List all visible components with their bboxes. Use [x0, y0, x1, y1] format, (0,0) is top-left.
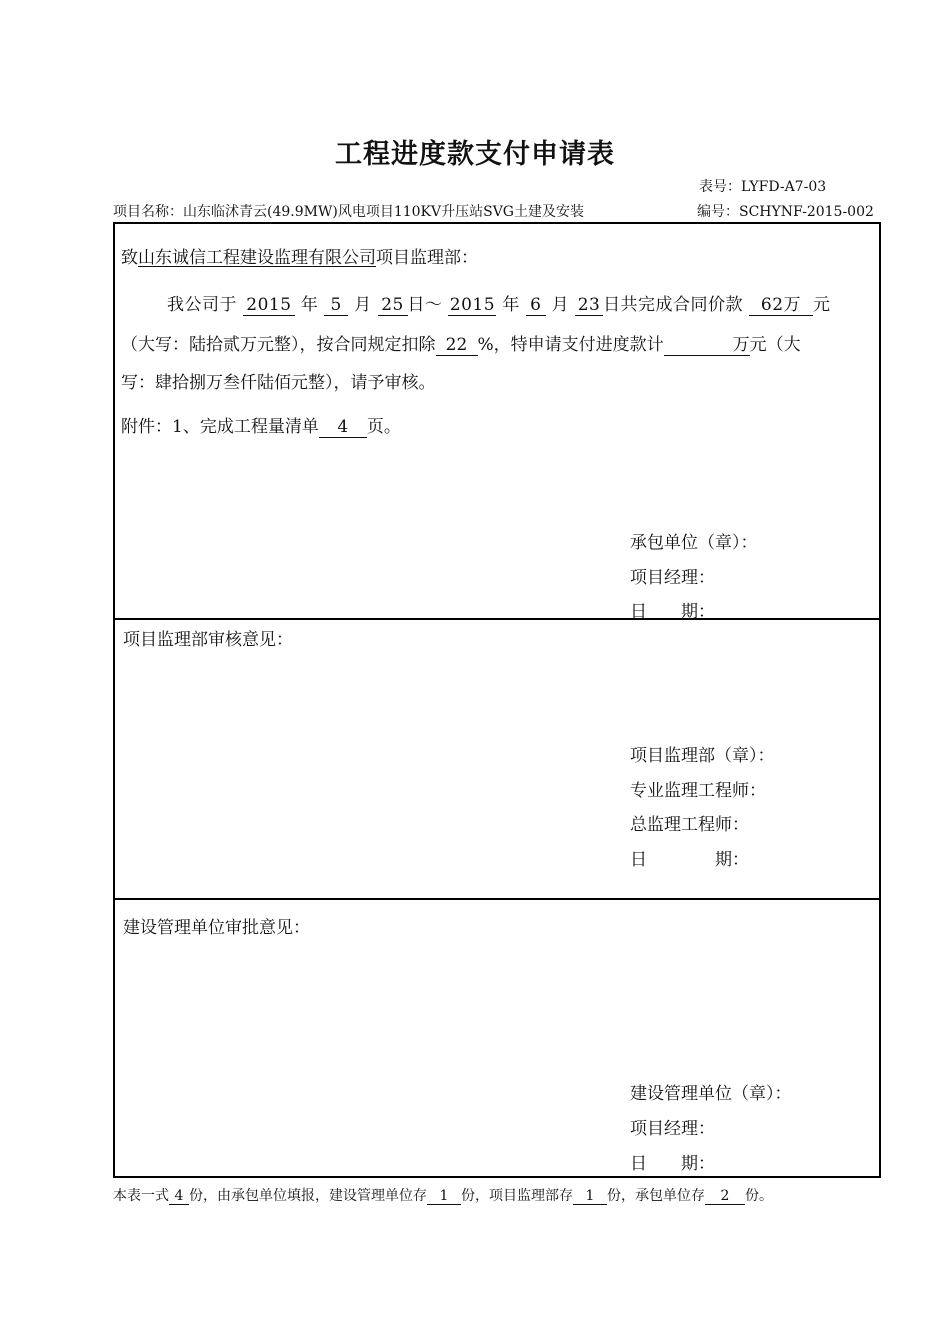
specialist-engineer: 专业监理工程师：	[630, 781, 766, 801]
serial-number: 编号：SCHYNF-2015-002	[697, 204, 874, 220]
supervisor-company: 山东诚信工程建设监理有限公司	[138, 248, 376, 268]
text-amount-in-words: （大写：陆拾贰万元整），按合同规定扣除	[121, 335, 436, 355]
form-title: 工程进度款支付申请表	[335, 139, 615, 170]
end-month: 6	[526, 296, 546, 316]
text-request-payment: %，特申请支付进度款计	[477, 335, 664, 355]
section-divider-1	[115, 618, 879, 620]
section-divider-2	[115, 898, 879, 900]
attachment-line	[121, 412, 401, 438]
chief-engineer: 总监理工程师：	[630, 815, 749, 835]
attachment-pages: 4	[319, 418, 367, 438]
text-month-2: 月	[551, 295, 570, 315]
text-yuan-big: 元（大	[749, 335, 801, 355]
attachment-label: 附件：1、完成工程量清单	[121, 417, 319, 437]
text-year: 年	[300, 295, 319, 315]
copies-note	[113, 1185, 773, 1205]
copies-supervisor: 1	[573, 1189, 607, 1205]
form-table	[113, 222, 881, 1178]
text-month: 月	[354, 295, 372, 315]
text-yuan: 元	[812, 295, 831, 315]
addressee-line	[121, 243, 478, 268]
completed-amount: 62万	[749, 296, 813, 316]
start-day: 25	[378, 296, 408, 316]
payment-words-line: 写：肆拾捌万叁仟陆佰元整），请予审核。	[121, 373, 436, 393]
text-we-on: 我公司于	[167, 295, 237, 315]
footer-text-3: 份，项目监理部存	[461, 1188, 573, 1204]
deduction-percent: 22	[436, 336, 478, 356]
footer-text-5: 份。	[745, 1188, 773, 1204]
project-name: 项目名称：山东临沭青云(49.9MW)风电项目110KV升压站SVG土建及安装	[113, 204, 584, 220]
payment-unit: 万	[664, 336, 750, 356]
addressee-prefix: 致	[121, 248, 138, 268]
supervisor-review-heading: 项目监理部审核意见：	[123, 630, 293, 650]
footer-text-2: 份，由承包单位填报，建设管理单位存	[189, 1188, 427, 1204]
footer-text-4: 份，承包单位存	[607, 1188, 705, 1204]
end-day: 23	[575, 296, 603, 316]
form-number: 表号：LYFD-A7-03	[699, 179, 827, 195]
owner-seal: 建设管理单位（章）：	[630, 1084, 792, 1104]
deduction-line	[121, 330, 801, 356]
copies-contractor: 2	[705, 1189, 745, 1205]
supervisor-date: 日 期：	[630, 850, 749, 870]
end-year: 2015	[449, 295, 496, 315]
start-month: 5	[324, 296, 348, 316]
addressee-suffix: 项目监理部：	[376, 248, 478, 268]
contractor-manager: 项目经理：	[630, 568, 715, 588]
supervisor-seal: 项目监理部（章）：	[630, 746, 775, 766]
owner-date: 日 期：	[630, 1154, 715, 1174]
period-line	[167, 290, 830, 316]
attachment-suffix: 页。	[366, 417, 401, 437]
footer-text-1: 本表一式	[113, 1188, 169, 1204]
copies-owner: 1	[427, 1189, 461, 1205]
contractor-seal: 承包单位（章）：	[630, 533, 758, 553]
text-year-2: 年	[502, 295, 520, 315]
start-year: 2015	[243, 296, 295, 316]
text-completed-amount: 日共完成合同价款	[603, 295, 744, 315]
owner-manager: 项目经理：	[630, 1119, 715, 1139]
owner-approval-heading: 建设管理单位审批意见：	[123, 918, 310, 938]
copies-total: 4	[169, 1189, 189, 1205]
text-day-to: 日～	[407, 295, 443, 315]
contractor-date: 日 期：	[630, 602, 715, 622]
